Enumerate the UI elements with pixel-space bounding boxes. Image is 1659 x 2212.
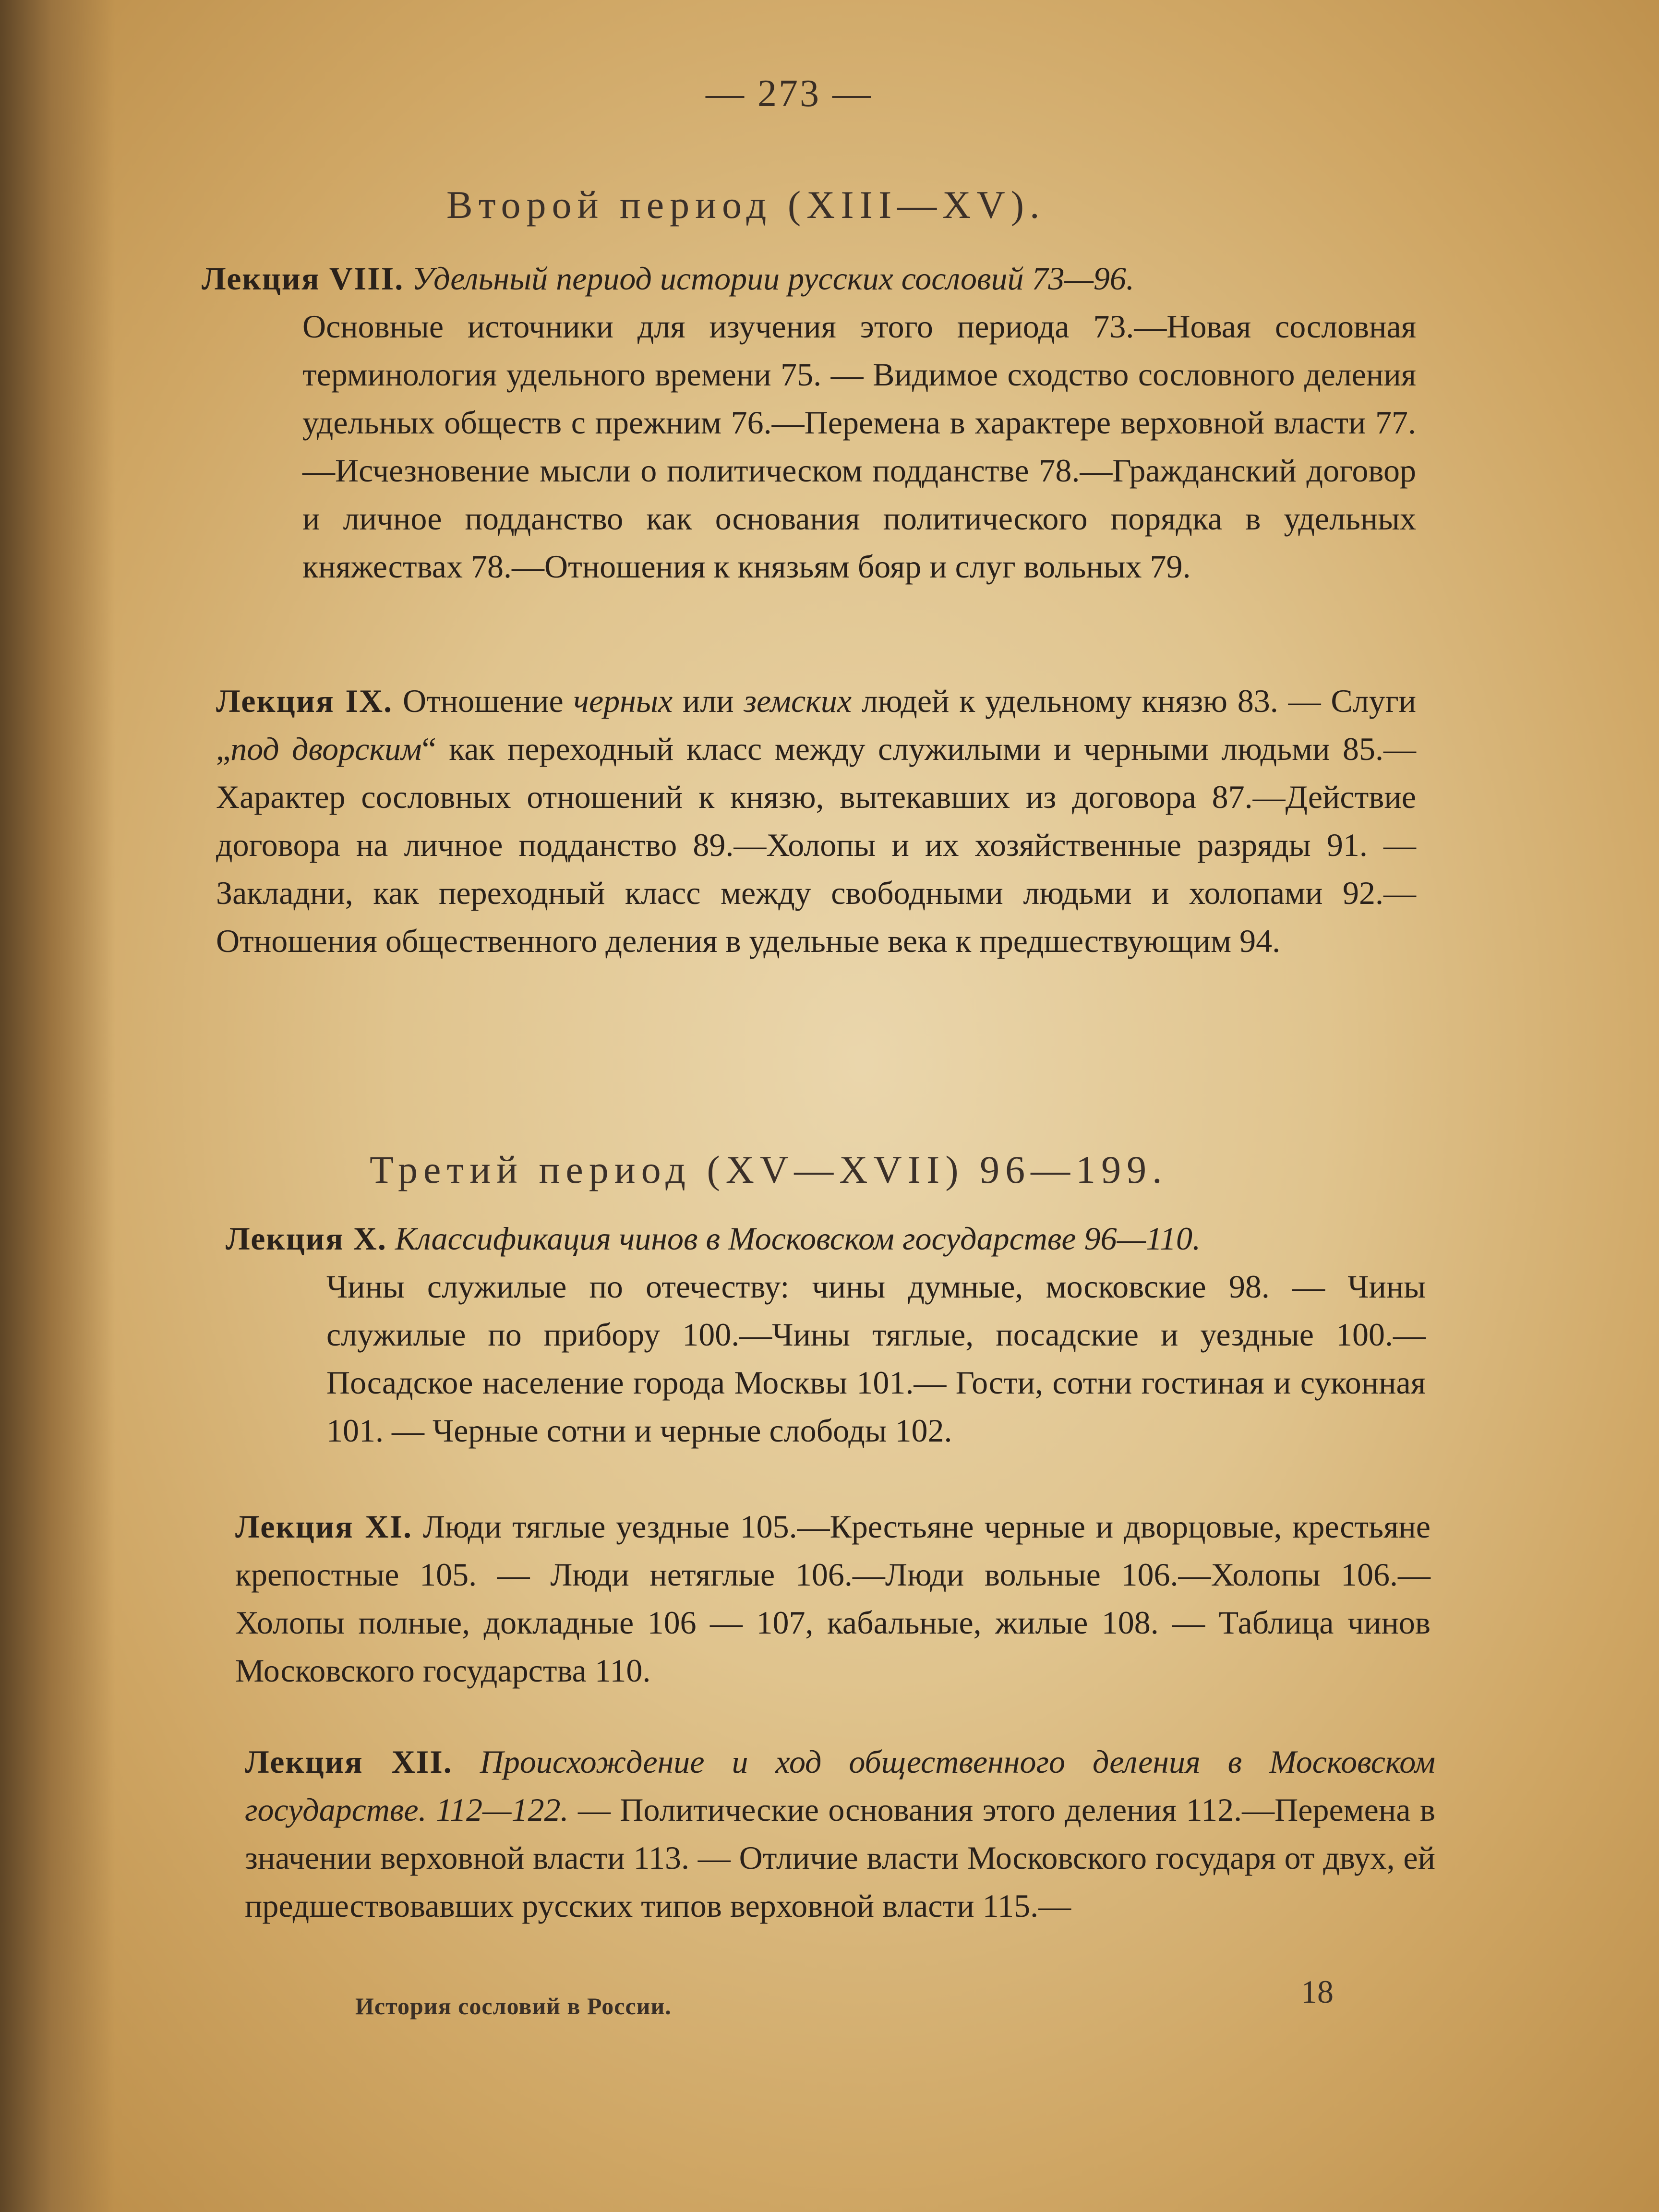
lecture-body: Чины служилые по отечеству: чины думные, московские 98. — Чины служилые по прибору 100.—Чины тяглые, посадские и уездные 100.—Посадское население города Москвы 101.— Гости, сотни гостиная и суконная 101. — Черные сотни и черные слободы 102.: [326, 1268, 1426, 1449]
lecture-text: или: [673, 683, 744, 719]
page-number: — 273 —: [706, 72, 873, 115]
lecture-label: Лекция X.: [226, 1220, 387, 1257]
lecture-label: Лекция XII.: [245, 1743, 453, 1780]
book-page: [82, 0, 1613, 2212]
lecture-heading: [202, 254, 1416, 302]
lecture-text-italic: под дворским: [230, 731, 422, 767]
signature-mark: 18: [1301, 1973, 1334, 2010]
lecture-paragraph: [245, 1743, 1435, 1924]
lecture-text: Отношение: [402, 683, 574, 719]
lecture-title: Классификация чинов в Московском государстве 96—110.: [395, 1220, 1201, 1257]
lecture-title: Удельный период истории русских сословий 73—96.: [412, 260, 1134, 297]
lecture-viii: [202, 254, 1416, 590]
lecture-paragraph: [235, 1508, 1431, 1689]
lecture-body: Основные источники для изучения этого периода 73.—Новая сословная терминология удельного времени 75. — Видимое сходство сословного деления удельных обществ с прежним 76.—Перемена в характере верховной власти 77.—Исчезновение мысли о политическом подданстве 78.—Гражданский договор и личное подданство как основания политического порядка в удельных княжествах 78.—Отношения к князьям бояр и слуг вольных 79.: [302, 308, 1416, 585]
lecture-x: [226, 1214, 1426, 1455]
lecture-text-italic: черных: [573, 683, 673, 719]
book-title-footer: История сословий в России.: [355, 1993, 672, 2020]
lecture-text: Люди тяглые уездные 105.—Крестьяне черные и дворцовые, крестьяне крепостные 105. — Люди нетяглые 106.—Люди вольные 106.—Холопы 106.—Холопы полные, докладные 106 — 107, кабальные, жилые 108. — Таблица чинов Московского государства 110.: [235, 1508, 1431, 1689]
lecture-label: Лекция VIII.: [202, 260, 404, 297]
lecture-text: людей к удельному князю 83. — Слуги „: [216, 683, 1416, 767]
lecture-text: “ как переходный класс между служилыми и черными людьми 85.—Характер сословных отношений к князю, вытекавших из договора 87.—Действие договора на личное подданство 89.—Холопы и их хозяйственные разряды 91. — Закладни, как переходный класс между свободными людьми и холопами 92.—Отношения общественного деления в удельные века к предшествующим 94.: [216, 731, 1416, 959]
lecture-label: Лекция XI.: [235, 1508, 413, 1545]
section-title-second-period: Второй период (XIII—XV).: [446, 183, 1046, 227]
lecture-text-italic: земских: [744, 683, 852, 719]
lecture-label: Лекция IX.: [216, 683, 393, 719]
lecture-paragraph: [216, 683, 1416, 959]
lecture-xi: [235, 1503, 1431, 1695]
lecture-xii: [245, 1738, 1435, 1930]
lecture-heading: [226, 1214, 1426, 1262]
section-title-third-period: Третий период (XV—XVII) 96—199.: [370, 1148, 1168, 1191]
lecture-text: — Политические основания этого деления 112.—Перемена в значении верховной власти 113. — Отличие власти Московского государя от двух, ей предшествовавших русских типов верховной власти 115.—: [245, 1791, 1435, 1924]
lecture-title: Происхождение и ход общественного деления в Московском государстве. 112—122.: [245, 1743, 1435, 1828]
lecture-ix: [216, 677, 1416, 965]
